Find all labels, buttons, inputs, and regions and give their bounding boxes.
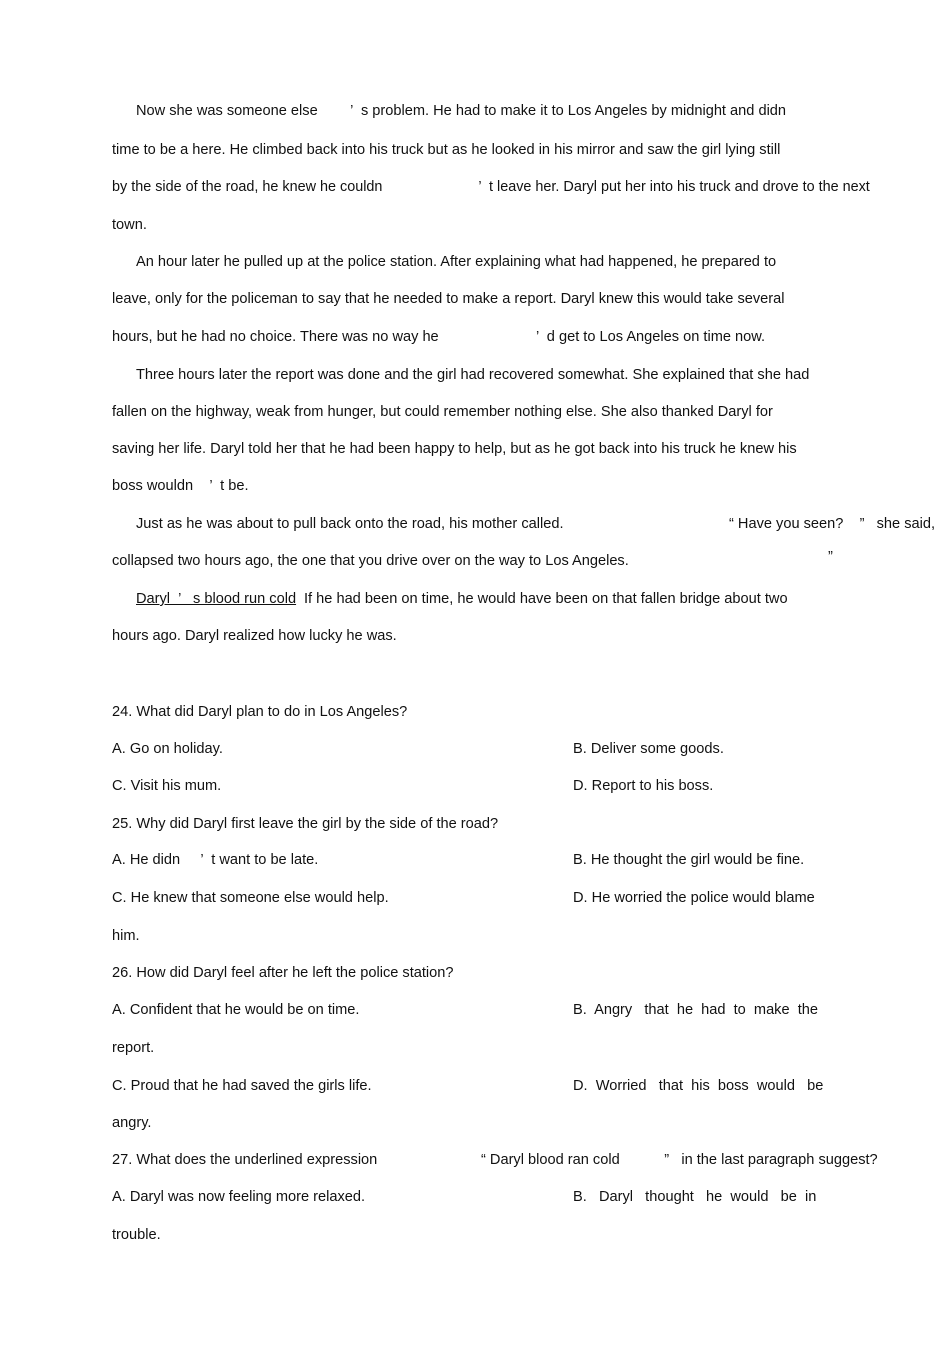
option-a: A. He didn ’ t want to be late. (112, 852, 319, 868)
passage-line: time to be a here. He climbed back into his truck but as he looked in his mirror and saw the girl lying still (112, 142, 781, 158)
passage-line: hours ago. Daryl realized how lucky he was. (112, 628, 397, 644)
question-stem: 27. What does the underlined expression (112, 1152, 378, 1168)
passage-line: Now she was someone else ’ s problem. He had to make it to Los Angeles by midnight and didn (136, 103, 787, 119)
question-stem-quote: “ Daryl blood ran cold ” in the last paragraph suggest? (481, 1152, 878, 1168)
option-b: B. Daryl thought he would be in (573, 1189, 817, 1205)
passage-line: town. (112, 217, 147, 233)
passage-line: If he had been on time, he would have been on that fallen bridge about two (304, 591, 788, 607)
question-stem: 26. How did Daryl feel after he left the police station? (112, 965, 454, 981)
passage-line: saving her life. Daryl told her that he had been happy to help, but as he got back into his truck he knew his (112, 441, 797, 457)
option-a: A. Confident that he would be on time. (112, 1002, 360, 1018)
option-b: B. He thought the girl would be fine. (573, 852, 805, 868)
option-c: C. He knew that someone else would help. (112, 890, 389, 906)
passage-line: Just as he was about to pull back onto the road, his mother called. (136, 516, 564, 532)
option-a: A. Go on holiday. (112, 741, 223, 757)
option-b-continued: trouble. (112, 1227, 161, 1243)
option-d-continued: him. (112, 928, 140, 944)
passage-quote: “ Have you seen? ” she said, (729, 516, 936, 532)
passage-line: fallen on the highway, weak from hunger, but could remember nothing else. She also thanked Daryl for (112, 404, 773, 420)
option-a: A. Daryl was now feeling more relaxed. (112, 1189, 366, 1205)
passage-line: boss wouldn ’ t be. (112, 478, 249, 494)
question-stem: 24. What did Daryl plan to do in Los Angeles? (112, 704, 408, 720)
option-d-continued: angry. (112, 1115, 152, 1131)
question-stem: 25. Why did Daryl first leave the girl by the side of the road? (112, 816, 499, 832)
passage-line: An hour later he pulled up at the police station. After explaining what had happened, he prepared to (136, 254, 777, 270)
option-c: C. Proud that he had saved the girls life. (112, 1078, 372, 1094)
option-c: C. Visit his mum. (112, 778, 222, 794)
option-d: D. Report to his boss. (573, 778, 714, 794)
passage-quote-close: ” (828, 549, 833, 565)
passage-line: leave, only for the policeman to say that he needed to make a report. Daryl knew this would take several (112, 291, 785, 307)
option-b: B. Deliver some goods. (573, 741, 724, 757)
underlined-expression: Daryl ’ s blood run cold (136, 591, 297, 607)
option-b: B. Angry that he had to make the (573, 1002, 818, 1018)
option-d: D. He worried the police would blame (573, 890, 815, 906)
passage-line: hours, but he had no choice. There was no way he ’ d get to Los Angeles on time now. (112, 329, 766, 345)
passage-line: Three hours later the report was done and the girl had recovered somewhat. She explained that she had (136, 367, 810, 383)
passage-line: by the side of the road, he knew he couldn ’ t leave her. Daryl put her into his truck and drove to the next (112, 179, 870, 195)
passage-line: collapsed two hours ago, the one that you drive over on the way to Los Angeles. (112, 553, 629, 569)
option-b-continued: report. (112, 1040, 155, 1056)
option-d: D. Worried that his boss would be (573, 1078, 824, 1094)
